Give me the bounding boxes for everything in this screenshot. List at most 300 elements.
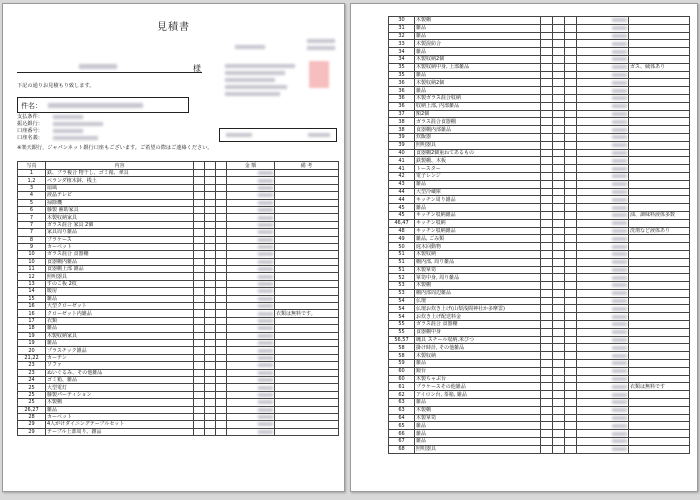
row-remarks bbox=[629, 55, 690, 63]
row-blank bbox=[541, 165, 553, 173]
redacted-amount bbox=[612, 57, 627, 61]
row-blank bbox=[541, 414, 553, 422]
row-amount bbox=[577, 445, 629, 453]
row-blank bbox=[205, 376, 216, 383]
row-amount bbox=[227, 413, 275, 420]
row-photo-number: 41 bbox=[389, 157, 415, 165]
redacted-amount bbox=[258, 193, 273, 197]
table-row bbox=[389, 227, 690, 235]
row-amount bbox=[577, 399, 629, 407]
row-amount bbox=[227, 214, 275, 221]
row-amount bbox=[227, 303, 275, 310]
redacted-amount bbox=[612, 245, 627, 249]
table-row bbox=[389, 243, 690, 251]
redacted-amount bbox=[258, 356, 273, 360]
table-row bbox=[18, 243, 339, 250]
row-item: 木製ちゃぶ台 bbox=[415, 375, 541, 383]
redacted-amount bbox=[612, 42, 627, 46]
redacted-amount bbox=[612, 221, 627, 225]
row-blank bbox=[565, 321, 577, 329]
row-amount bbox=[577, 321, 629, 329]
row-blank bbox=[565, 305, 577, 313]
row-blank bbox=[565, 274, 577, 282]
row-remarks bbox=[275, 170, 339, 177]
row-blank bbox=[194, 347, 205, 354]
row-item: 照明器具 bbox=[415, 141, 541, 149]
row-photo-number: 38 bbox=[389, 126, 415, 134]
table-row bbox=[18, 384, 339, 391]
row-photo-number: 1 bbox=[18, 170, 46, 177]
table-row bbox=[18, 413, 339, 420]
redacted-amount bbox=[258, 326, 273, 330]
row-blank bbox=[216, 206, 227, 213]
row-amount bbox=[577, 344, 629, 352]
table-row bbox=[18, 273, 339, 280]
row-blank bbox=[565, 211, 577, 219]
redacted-amount bbox=[612, 167, 627, 171]
table-row bbox=[389, 40, 690, 48]
row-blank bbox=[205, 369, 216, 376]
row-blank bbox=[194, 354, 205, 361]
row-photo-number: 6 bbox=[18, 206, 46, 213]
row-remarks bbox=[275, 339, 339, 346]
table-row bbox=[389, 149, 690, 157]
row-blank bbox=[216, 354, 227, 361]
row-remarks bbox=[629, 118, 690, 126]
row-amount bbox=[577, 305, 629, 313]
table-row bbox=[18, 391, 339, 398]
row-blank bbox=[194, 236, 205, 243]
row-amount bbox=[577, 250, 629, 258]
row-blank bbox=[194, 391, 205, 398]
row-blank bbox=[541, 219, 553, 227]
row-photo-number: 7 bbox=[18, 214, 46, 221]
row-blank bbox=[194, 310, 205, 317]
row-item: 液晶テレビ bbox=[46, 192, 194, 199]
redacted-amount bbox=[612, 307, 627, 311]
row-item: 鉄、プラ複合 物干し、ゴミ箱、傘具 bbox=[46, 170, 194, 177]
row-item: 大型電灯 bbox=[46, 384, 194, 391]
row-blank bbox=[565, 87, 577, 95]
row-blank bbox=[216, 273, 227, 280]
row-amount bbox=[577, 367, 629, 375]
row-blank bbox=[541, 133, 553, 141]
row-blank bbox=[216, 310, 227, 317]
table-row bbox=[389, 94, 690, 102]
row-amount bbox=[577, 17, 629, 25]
row-blank bbox=[541, 79, 553, 87]
row-blank bbox=[205, 339, 216, 346]
redacted-amount bbox=[258, 400, 273, 404]
row-amount bbox=[227, 266, 275, 273]
row-amount bbox=[577, 430, 629, 438]
table-row bbox=[18, 376, 339, 383]
redacted-amount bbox=[612, 89, 627, 93]
row-remarks bbox=[275, 362, 339, 369]
row-blank bbox=[216, 362, 227, 369]
redacted-amount bbox=[612, 291, 627, 295]
subject-label: 件名： bbox=[21, 102, 42, 110]
row-blank bbox=[216, 317, 227, 324]
header-remarks: 備 考 bbox=[275, 162, 339, 170]
row-remarks bbox=[629, 17, 690, 25]
row-item: 雑品 bbox=[415, 438, 541, 446]
row-blank bbox=[565, 71, 577, 79]
row-blank bbox=[553, 305, 565, 313]
row-blank bbox=[565, 149, 577, 157]
row-photo-number: 54 bbox=[389, 305, 415, 313]
row-photo-number: 62 bbox=[389, 391, 415, 399]
row-blank bbox=[553, 297, 565, 305]
row-blank bbox=[553, 48, 565, 56]
redacted-amount bbox=[258, 252, 273, 256]
row-remarks bbox=[629, 360, 690, 368]
table-row bbox=[389, 157, 690, 165]
row-blank bbox=[553, 79, 565, 87]
row-blank bbox=[541, 445, 553, 453]
row-amount bbox=[577, 391, 629, 399]
table-row bbox=[18, 406, 339, 413]
row-blank bbox=[553, 157, 565, 165]
row-remarks bbox=[629, 399, 690, 407]
row-photo-number: 29 bbox=[18, 428, 46, 435]
row-photo-number: 39 bbox=[389, 133, 415, 141]
row-item: ベランダ植木鉢、桟土 bbox=[46, 177, 194, 184]
row-photo-number: 31 bbox=[389, 24, 415, 32]
row-item: 木製混紡合 bbox=[415, 40, 541, 48]
row-blank bbox=[565, 188, 577, 196]
row-blank bbox=[553, 321, 565, 329]
table-row bbox=[18, 214, 339, 221]
row-amount bbox=[227, 258, 275, 265]
row-blank bbox=[565, 40, 577, 48]
table-row bbox=[389, 313, 690, 321]
redacted-amount bbox=[612, 260, 627, 264]
row-remarks bbox=[629, 258, 690, 266]
row-photo-number: 63 bbox=[389, 399, 415, 407]
row-remarks bbox=[275, 258, 339, 265]
row-blank bbox=[541, 383, 553, 391]
row-blank bbox=[205, 273, 216, 280]
row-photo-number: 26,27 bbox=[18, 406, 46, 413]
row-blank bbox=[565, 414, 577, 422]
redacted-amount bbox=[258, 260, 273, 264]
row-amount bbox=[577, 235, 629, 243]
row-blank bbox=[565, 55, 577, 63]
row-amount bbox=[227, 384, 275, 391]
row-photo-number: 10 bbox=[18, 258, 46, 265]
row-blank bbox=[553, 55, 565, 63]
row-amount bbox=[577, 352, 629, 360]
table-row bbox=[389, 274, 690, 282]
row-blank bbox=[553, 243, 565, 251]
row-remarks bbox=[629, 126, 690, 134]
row-item: 庭木回動物 bbox=[415, 243, 541, 251]
row-blank bbox=[541, 180, 553, 188]
table-row bbox=[389, 110, 690, 118]
redacted-amount bbox=[612, 198, 627, 202]
redacted-amount bbox=[612, 408, 627, 412]
row-amount bbox=[577, 375, 629, 383]
row-blank bbox=[553, 391, 565, 399]
row-amount bbox=[227, 288, 275, 295]
row-blank bbox=[205, 325, 216, 332]
row-blank bbox=[205, 280, 216, 287]
row-blank bbox=[205, 236, 216, 243]
row-blank bbox=[216, 369, 227, 376]
redacted-amount bbox=[258, 334, 273, 338]
row-blank bbox=[565, 367, 577, 375]
table-row bbox=[389, 165, 690, 173]
row-blank bbox=[541, 172, 553, 180]
row-blank bbox=[541, 110, 553, 118]
redacted-amount bbox=[612, 73, 627, 77]
row-remarks bbox=[275, 266, 339, 273]
table-row bbox=[18, 310, 339, 317]
row-blank bbox=[565, 297, 577, 305]
table-row bbox=[18, 354, 339, 361]
row-blank bbox=[194, 251, 205, 258]
row-item: 鉄製棚、木板 bbox=[415, 157, 541, 165]
row-photo-number: 51 bbox=[389, 258, 415, 266]
row-remarks bbox=[629, 375, 690, 383]
redacted-amount bbox=[258, 289, 273, 293]
row-amount bbox=[577, 141, 629, 149]
redacted-amount bbox=[258, 223, 273, 227]
row-blank bbox=[541, 243, 553, 251]
row-amount bbox=[227, 421, 275, 428]
row-photo-number: 34 bbox=[389, 55, 415, 63]
row-item: クローゼット内雑品 bbox=[46, 310, 194, 317]
row-remarks bbox=[629, 289, 690, 297]
row-blank bbox=[216, 428, 227, 435]
row-blank bbox=[541, 227, 553, 235]
row-blank bbox=[205, 421, 216, 428]
row-item: 雑品 bbox=[415, 430, 541, 438]
row-photo-number: 43 bbox=[389, 180, 415, 188]
row-remarks bbox=[275, 303, 339, 310]
row-item: ガラス混合 食器棚 bbox=[415, 321, 541, 329]
row-amount bbox=[577, 227, 629, 235]
row-blank bbox=[205, 317, 216, 324]
row-item: キッチン周り雑品 bbox=[415, 196, 541, 204]
row-blank bbox=[541, 406, 553, 414]
row-item: 木製ガラス混合収納 bbox=[415, 94, 541, 102]
row-photo-number: 41 bbox=[389, 165, 415, 173]
row-blank bbox=[205, 229, 216, 236]
row-amount bbox=[227, 206, 275, 213]
table-row bbox=[18, 199, 339, 206]
redacted-amount bbox=[258, 230, 273, 234]
row-blank bbox=[541, 391, 553, 399]
row-item: 収納上部, 内部雑品 bbox=[415, 102, 541, 110]
row-blank bbox=[194, 384, 205, 391]
row-blank bbox=[565, 172, 577, 180]
row-photo-number: 68 bbox=[389, 445, 415, 453]
redacted-amount bbox=[612, 18, 627, 22]
row-amount bbox=[227, 273, 275, 280]
row-item: 照明器具 bbox=[415, 445, 541, 453]
row-blank bbox=[541, 211, 553, 219]
row-item: 木製収納家具 bbox=[46, 332, 194, 339]
redacted-amount bbox=[612, 174, 627, 178]
row-remarks bbox=[629, 141, 690, 149]
row-photo-number: 59 bbox=[389, 360, 415, 368]
row-blank bbox=[553, 235, 565, 243]
row-photo-number: 32 bbox=[389, 32, 415, 40]
table-row bbox=[389, 258, 690, 266]
row-blank bbox=[565, 219, 577, 227]
row-item: 鏡台 bbox=[415, 367, 541, 375]
table-row bbox=[18, 177, 339, 184]
row-amount bbox=[227, 280, 275, 287]
row-photo-number: 55 bbox=[389, 328, 415, 336]
row-blank bbox=[541, 40, 553, 48]
row-item: 照明器具 bbox=[46, 273, 194, 280]
row-amount bbox=[227, 347, 275, 354]
row-blank bbox=[205, 214, 216, 221]
header-amount: 金 額 bbox=[227, 162, 275, 170]
row-blank bbox=[565, 63, 577, 71]
row-remarks bbox=[629, 71, 690, 79]
row-amount bbox=[227, 362, 275, 369]
row-photo-number: 25 bbox=[18, 399, 46, 406]
row-blank bbox=[541, 17, 553, 25]
row-remarks bbox=[629, 328, 690, 336]
row-blank bbox=[216, 421, 227, 428]
row-blank bbox=[553, 196, 565, 204]
row-item: カーテン bbox=[46, 354, 194, 361]
row-remarks bbox=[629, 321, 690, 329]
redacted-amount bbox=[258, 245, 273, 249]
row-remarks bbox=[629, 406, 690, 414]
redacted-amount bbox=[612, 26, 627, 30]
row-item: 額2個 bbox=[415, 110, 541, 118]
row-blank bbox=[565, 375, 577, 383]
row-remarks bbox=[629, 336, 690, 344]
row-blank bbox=[553, 352, 565, 360]
row-blank bbox=[565, 360, 577, 368]
row-item: プラケースその他雑品 bbox=[415, 383, 541, 391]
table-row bbox=[389, 297, 690, 305]
row-remarks bbox=[629, 149, 690, 157]
redacted-amount bbox=[612, 322, 627, 326]
row-blank bbox=[194, 339, 205, 346]
row-item: 雑品 bbox=[415, 180, 541, 188]
row-blank bbox=[565, 352, 577, 360]
row-blank bbox=[565, 438, 577, 446]
row-remarks bbox=[629, 235, 690, 243]
redacted-amount bbox=[612, 393, 627, 397]
row-photo-number: 10 bbox=[18, 251, 46, 258]
row-blank bbox=[541, 430, 553, 438]
row-remarks: ガス、絨体あり bbox=[629, 63, 690, 71]
row-remarks bbox=[629, 32, 690, 40]
row-blank bbox=[216, 339, 227, 346]
row-item: 雑品 bbox=[415, 360, 541, 368]
row-blank bbox=[565, 32, 577, 40]
bank-note: ※楽天銀行、ジャパンネット銀行口座もございます。ご希望の際はご連絡ください。 bbox=[17, 145, 213, 151]
row-remarks bbox=[629, 250, 690, 258]
row-amount bbox=[577, 274, 629, 282]
row-blank bbox=[553, 180, 565, 188]
row-photo-number: 28 bbox=[18, 413, 46, 420]
row-blank bbox=[553, 133, 565, 141]
row-amount bbox=[577, 258, 629, 266]
row-blank bbox=[565, 344, 577, 352]
row-item: 仏壇 bbox=[415, 297, 541, 305]
redacted-amount bbox=[612, 143, 627, 147]
row-amount bbox=[577, 133, 629, 141]
row-amount bbox=[577, 243, 629, 251]
row-photo-number: 38 bbox=[389, 118, 415, 126]
row-amount bbox=[577, 32, 629, 40]
table-row bbox=[18, 428, 339, 435]
row-remarks bbox=[629, 414, 690, 422]
row-blank bbox=[565, 406, 577, 414]
row-blank bbox=[553, 188, 565, 196]
row-item: テーブル上部周り、雑品 bbox=[46, 428, 194, 435]
row-blank bbox=[565, 289, 577, 297]
row-remarks bbox=[275, 391, 339, 398]
row-remarks bbox=[629, 196, 690, 204]
table-row bbox=[18, 280, 339, 287]
row-photo-number: 4 bbox=[18, 192, 46, 199]
row-amount bbox=[227, 406, 275, 413]
row-amount bbox=[577, 219, 629, 227]
row-remarks bbox=[629, 266, 690, 274]
row-remarks bbox=[629, 352, 690, 360]
redacted-amount bbox=[612, 346, 627, 350]
row-blank bbox=[565, 243, 577, 251]
row-item: 暖房 bbox=[46, 288, 194, 295]
row-amount bbox=[577, 282, 629, 290]
row-blank bbox=[205, 258, 216, 265]
redacted-amount bbox=[612, 237, 627, 241]
table-row bbox=[389, 406, 690, 414]
row-blank bbox=[541, 328, 553, 336]
row-amount bbox=[227, 221, 275, 228]
row-blank bbox=[553, 17, 565, 25]
redacted-amount bbox=[258, 341, 273, 345]
row-blank bbox=[205, 354, 216, 361]
row-item: 食器棚内部雑品 bbox=[415, 126, 541, 134]
row-item: アイロン台, 茶箱, 雑品 bbox=[415, 391, 541, 399]
row-item: 棚内部, 周り雑品 bbox=[415, 258, 541, 266]
row-blank bbox=[565, 235, 577, 243]
row-amount bbox=[227, 428, 275, 435]
table-row bbox=[18, 192, 339, 199]
redacted-amount bbox=[258, 179, 273, 183]
row-blank bbox=[553, 165, 565, 173]
row-remarks bbox=[629, 133, 690, 141]
row-blank bbox=[565, 79, 577, 87]
row-photo-number: 37 bbox=[389, 110, 415, 118]
table-row bbox=[389, 118, 690, 126]
redacted-amount bbox=[612, 252, 627, 256]
redacted-amount bbox=[612, 112, 627, 116]
redacted-amount bbox=[258, 408, 273, 412]
row-blank bbox=[553, 110, 565, 118]
row-amount bbox=[227, 184, 275, 191]
row-blank bbox=[553, 445, 565, 453]
row-amount bbox=[577, 297, 629, 305]
table-row bbox=[389, 141, 690, 149]
table-row bbox=[389, 399, 690, 407]
row-blank bbox=[216, 391, 227, 398]
row-amount bbox=[577, 71, 629, 79]
table-row bbox=[389, 204, 690, 212]
